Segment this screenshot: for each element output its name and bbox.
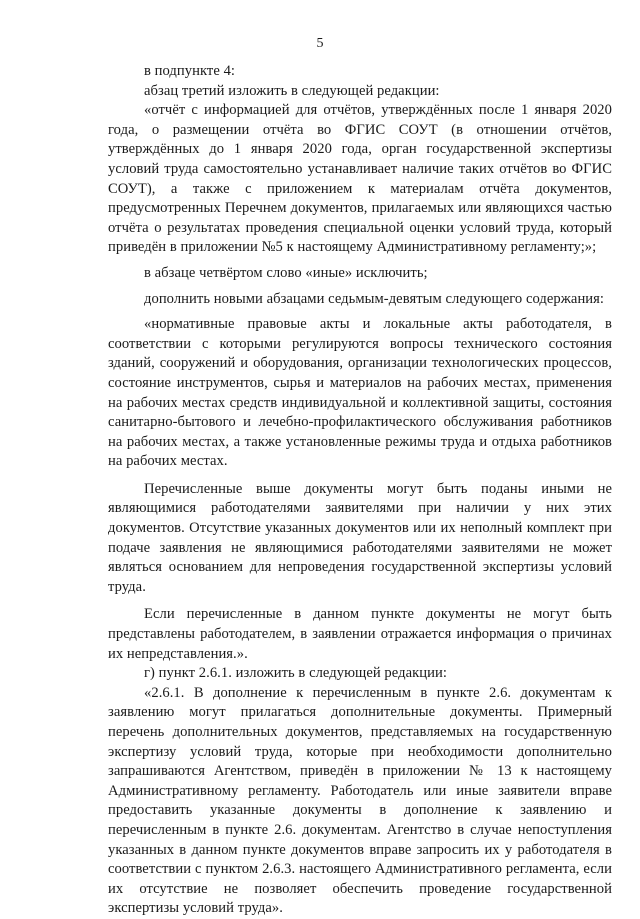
paragraph-fourth-exclude: в абзаце четвёртом слово «иные» исключить; [144, 264, 428, 281]
paragraph-quote-2-6-1: «2.6.1. В дополнение к перечисленным в пункте 2.6. документам к заявлению могут прилагаться дополнительные документы. Примерный перечень дополнительных документов, представляемых на государственную экспертизу условий труда, которые при необходимости дополнительно запрашиваются Агентством, приведён в приложении № 13 к настоящему Административному регламенту. Работодатель или иные заявители вправе предоставить указанные документы в дополнение к заявлению и перечисленным в пункте 2.6. документам. Агентство в случае непоступления указанных в данном пункте документов вправе запросить их у работодателя в соответствии с пунктом 2.6.3. настоящего Административного регламента, если их отсутствие не позволяет обеспечить проведение государственной экспертизы условий труда». [108, 684, 612, 917]
paragraph-quote-report: «отчёт с информацией для отчётов, утверждённых после 1 января 2020 года, о размещении отчёта во ФГИС СОУТ (в отношении отчётов, утверждённых до 1 января 2020 года, орган государственной экспертизы условий труда самостоятельно устанавливает наличие таких отчётов во ФГИС СОУТ), а также с приложением к материалам отчёта документов, предусмотренных Перечнем документов, прилагаемых или являющихся частью отчёта о результатах проведения специальной оценки условий труда, который приведён в приложении №5 к настоящему Административному регламенту;»; [108, 102, 612, 256]
paragraph-point-g: г) пункт 2.6.1. изложить в следующей редакции: [144, 665, 447, 682]
paragraph-amend-third: абзац третий изложить в следующей редакции: [144, 82, 440, 99]
paragraph-subpoint-4: в подпункте 4: [144, 63, 236, 79]
page-number: 5 [316, 36, 324, 51]
paragraph-add-new: дополнить новыми абзацами седьмым-девятым следующего содержания: [144, 290, 605, 307]
paragraph-quote-normative: «нормативные правовые акты и локальные акты работодателя, в соответствии с которыми регулируются вопросы технического состояния зданий, сооружений и оборудования, организации технологических процессов, состояние инструментов, сырья и материалов на рабочих местах, применения на рабочих местах средств индивидуальной и коллективной защиты, состояния санитарно-бытового и лечебно-профилактического обслуживания работников на рабочих местах, а также установленные режимы труда и отдыха работников на рабочих местах. [108, 316, 612, 470]
document-body [108, 62, 612, 919]
paragraph-listed-documents: Перечисленные выше документы могут быть поданы иными не являющимися работодателями заявителями при наличии у них этих документов. Отсутствие указанных документов или их неполный комплект при подаче заявления не являющимися работодателями заявителями не может являться основанием для непроведения государственной экспертизы условий труда. [108, 480, 612, 595]
paragraph-not-provided: Если перечисленные в данном пункте документы не могут быть представлены работодателем, в заявлении отражается информация о причинах их непредставления.». [108, 606, 612, 662]
